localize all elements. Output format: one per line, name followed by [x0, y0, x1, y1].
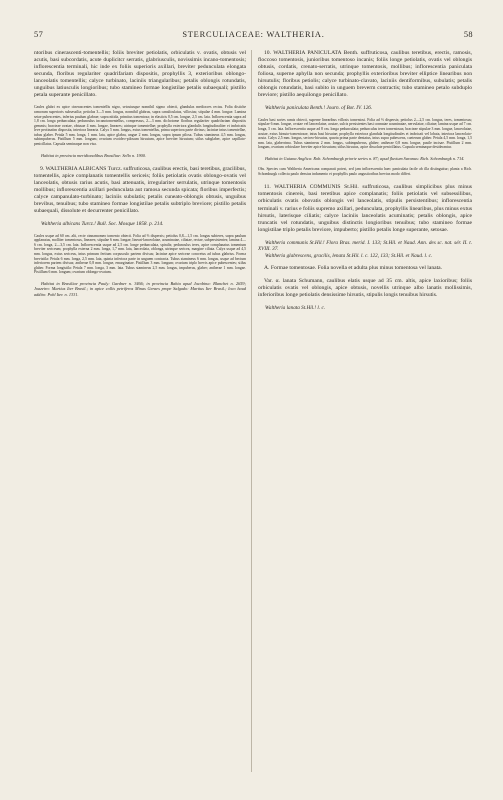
species-description: Caules glabri ex apice cinerascentes tomentellis nigro, setosiusque nonnihil sigmo obtecti, glandulas mediocres rectas. Folia distiche ramorum superioris subsessilia; petiolus 3—5 mm. longus, nonnihil glabrus, supra canaliculatus, villosius; stipulae 4 mm. longae. Lamina setae pubescentes, inferius paulum glabrae; supra nitida, primitus tomentosa; in elasticis 0,5 cm. longae, 2,5 cm. lata. Inflorescentia supra ad 1,8 cm. longa pedunculata; pedunculus incanotomentellus, compressus, 2—3 mm. dichotome floribus regulariter quadrifariam dispositis gemmis; bracteae ovatae, obtusae 4 mm. longae, lineares; utrinque tomentellae; prophylla exteriora glandulis longitudinaliter et imbricatis leve pectinatim disposita, interiora linearia. Calyx 5 mm. longus, extus tomentellus, prima superiora parte divisus; laciniae intus tomentellae, tubus glaber. Petala 5 mm. longa, 1 mm. lata, apice glabra, ungue 2 mm. longus, supra ipsum pilosa. Tubus stamineus 4,5 mm. longus, subimpuberus. Pistillum 5 mm. longum; ovarium ovoideo-pilosum hirsutum, apice breviter hirsutum; stilus subglaber, apice capillato-penicillatus. Capsula seminaque non visa.	[34, 105, 246, 147]
variety-alpha-citation: Waltheria lanata St.Hil.! l. c.	[265, 305, 326, 312]
species-11-synonym: Waltheria glabrescens, gracilis, lenata St.Hil. l. c. 122, 133; St.Hil. et Naud. l. c.	[265, 252, 433, 259]
species-diagnosis-continued: ntoribus cinerascenti-tomentellis; foliis breviter petiolatis, orbiculatis v. ovatis, obtusis vel acutis, basi subcordatis, acute duplicitcr serratis, glabriusculis, novissimis incano-tomentosis; inflorescentia terminali, hic inde ex foliis superioris axillari, breviter pedunculata elongata secunda, floribus regulariter quadrifariam dispositis, prophyllis 3, exterioribus oblongo-lanceolatis tomentellis; calyce turbinato, laciniis triangularibus; petalis oblongis rotundatis, unguibus latiusculis longioribus; tubo stamineo formae longistilae petalis subaequali; pistillo petala superante penicillato.	[34, 50, 246, 99]
running-header	[34, 30, 473, 44]
species-9-citation: Waltheria albicans Turcz.! Bull. Soc. Mosque 1858. p. 214.	[41, 221, 164, 228]
running-head: STERCULIACEAE: WALTHERIA.	[182, 30, 325, 39]
right-column	[258, 50, 472, 772]
habitat-note: Habitat in provincia meridionalibus Brasiliae: Sello n. 1900.	[41, 152, 146, 158]
species-9-description: Caules usque ad 60 cm. alti, recte cinnamomeo tomento obtecti. Folia ad ⅔ dispersis; petiolus 0,8—1,5 cm. longus subteres, supra paulum applanatus, molliter tomentosus, lineares; stipulae 6 mm. longae, lineari-lanceolatae, acuminatae, ciliatae, rectae, subpersistentes; lamina 4—6 cm. longa, 2—3,5 cm. lata. Inflorescentia usque ad 2,5 cm. longe pedunculata, spiralis; pedunculus teres, apice complanatus tomentum breviter sericeum; prophylla externa 2 mm. longa, 1,7 mm. lata, lanceolata, oblonga, utrinque sericea, margine ciliata. Calyx usque ad 4,5 mm. longus, extus sericeus, intus primum fertium corpusculo partem divisus; laciniae apice sericeae concretus ad tubus glabrius. Forma brevistila: Petala 6 mm. longa, 2,5 mm. lata, quinta inferiora parte in unguem contracta. Tubus stamineus 6 mm. longus, usque ad bectum inferiorem partem divisus; antherae 0,8 mm. longae, emarginatae. Pistillum 3 mm. longum; ovarium triplo brevis apice pubescentes; stilus glaber. Forma longistila: Petala 7 mm. longa, 3 mm. lata. Tubus stamineus 2,5 mm. longus, impuberus, glaber; antherae 1 mm. longae. Pistillum 6 mm. longum; ovarium oblongo-ovatum.	[34, 233, 246, 275]
species-9-habitat: Habitat in Brasiliae provincia Pauly: Gardner n. 3466; in provincia Bahia apud Jacobina: Blanchet n. 2659; Joazeiro: Martius Iter Brasil.; in apice collis petriferos Minas Geraes prope Salgado: Martius Iter Brasil.; loco haud addito: Pohl Iter. n. 1331.	[34, 281, 246, 297]
species-10-habitat: Habitat in Guiana Anglica: Rob. Schomburgk priorie series n. 87; apud fluvium Saranus: Rich. Schomburgk n. 714.	[265, 155, 465, 161]
group-a-heading: A. Formae tomentosae. Folia novella et adulta plus minus tomentosa vel lanata.	[264, 264, 443, 271]
variety-alpha: Var. α. lanata Schumann, caulibus elatis usque ad 35 cm. altis, apice laxioribus; foliis orbiculatis ovatis vel oblongis, apice obtusis, novellis utrinque albo lanatis mollissimis, inferioribus longe petiolatis densissime hirsutis, stipulis longis tenuibus hirsutis.	[258, 277, 472, 299]
species-10-diagnosis: 10. WALTHERIA PANICULATA Benth. suffruticosa, caulibus teretibus, erectis, ramosis, floccoso tomentosis, junioribus tomentoso incanis; foliis longe petiolatis, ovatis vel oblongis obtusis, cordatis, crenato-serratis, utrinque tomentosis, mollibus; inflorescentia paniculata foliosa, superne aphylla non secunda; prophyllis exterioribus breviter elliptice linearibus non hirsutulis; floribus petiolis; calyce turbinato-clavato, laciniis dentiformibus, subulatis; petalis oblongis rotundatis, basi subito in unguem breverm contractis; tubo stamineo petalo subduplo breviore; pistillo aequilongo penicillato.	[258, 50, 472, 99]
species-10-observation: Obs. Species cum Waltheria Americana comparati potest, sed jam inflorescentia haec paniculata facile ab illa distinguitur; planta a Rich. Schomburgk collecta paulo densius indumento et prophyllis paulo angustioribus brevius modo differt.	[258, 167, 472, 176]
left-column	[34, 50, 246, 772]
column-divider	[251, 50, 252, 772]
species-9-diagnosis: 9. WALTHERIA ALBICANS Turcz. suffruticosa, caulibus erectis, basi teretibus, gracilibus, tomentellis, apice complanatis tomentellis sericeis; foliis petiolatis ovatis oblongo-ovatis vel lanceolatis, obtusis rarius acutis, basi attenuatis, irregulariter serrulatis, utrinque tomentosis mollibus; inflorescentia axillari pedunculata aut ramosa secunda spicata; floribus imperfectis; calyce campanulato-turbinato; laciniis subulatis; petalis cuneato-oblongis obtusis, unguibus brevibus, tenuibus; tubo stamineo formae longistilae petalis subtriplo breviore; pistillo petalis subaequali, dissolute et decurrenter penicillato.	[34, 165, 246, 215]
species-11-diagnosis: 11. WALTHERIA COMMUNIS St.Hil. suffruticosa, caulibus simplicibus plus minus tomentosis cinereis, basi teretibus apice complanatis; foliis petiolatis vel subsessilibus, orbiculatis ovatis obovatis oblongis vel lanceolatis, stipulis persistentibus; inflorescentia terminali v. rarius e foliis supremo axillari, pedunculata, prophyllis linearibus, plus minus extus hirsutis, laterisque ciliatis; calyce laciniis lanceolatis acuminatis; petalis oblongis, apice truncatis vel rotundatis, unguibus distinctis longioribus tenuibus; tubo stamineo formae longistilae triplo petalis breviore, impuberto; pistillo petalis longe superante, setosae.	[258, 184, 472, 233]
species-10-description: Caules basi sortes ramis obtecti, superne linearibus villosis tomentosi. Folia ad ⅔ dispersis; petiolus 2—2,5 cm. longus, teres, tomentosus; stipulae 6 mm. longae, ovatae vel lanceolatae, acutae, sulcis persistentes basi connatae acuminatae, nervulatae, ciliatae; lamina usque ad 7 cm. longa, 5 cm. lata. Inflorescentia usque ad 8 cm. longa pedunculata; pedunculus teres tomentosus; bracteae stipulae 3 mm. longae, lanceolatae, acutae, extus hirsuto-tomentosae, intus basi hirsutae; prophylla exteriora glandula longitudinales et imbricati vel lobata, interiora lanceolato-acuta. Calyx 2,5 mm. longus, sericeo-hirsutus, quarta prima parte dentatus, intus supra pubescens, caeterum glaber. Petala 4,5 mm. longa, 1,5 mm. lata, glaberrima. Tubus stamineus 2 mm. longus, subimpuberus, glaber; antherae 0,8 mm. longae, pusile incisae. Pistillum 2 mm. longum, ovarium orbiculare breviter apice hirsutum; stilus hirsutus, apice dissolute penicillatus. Capsula seminaque desiderantur.	[258, 117, 472, 150]
species-10-citation: Waltheria paniculata Benth.! Journ. of Bot. IV. 126.	[265, 105, 373, 112]
page-number-right: 58	[463, 30, 473, 39]
page-number-left: 57	[34, 30, 44, 39]
species-11-citation: Waltheria communis St.Hil.! Flora Bras. merid. I. 133; St.Hil. et Naud. Ann. des sc. nat. sér. II. t. XVIII. 37.	[258, 239, 472, 253]
